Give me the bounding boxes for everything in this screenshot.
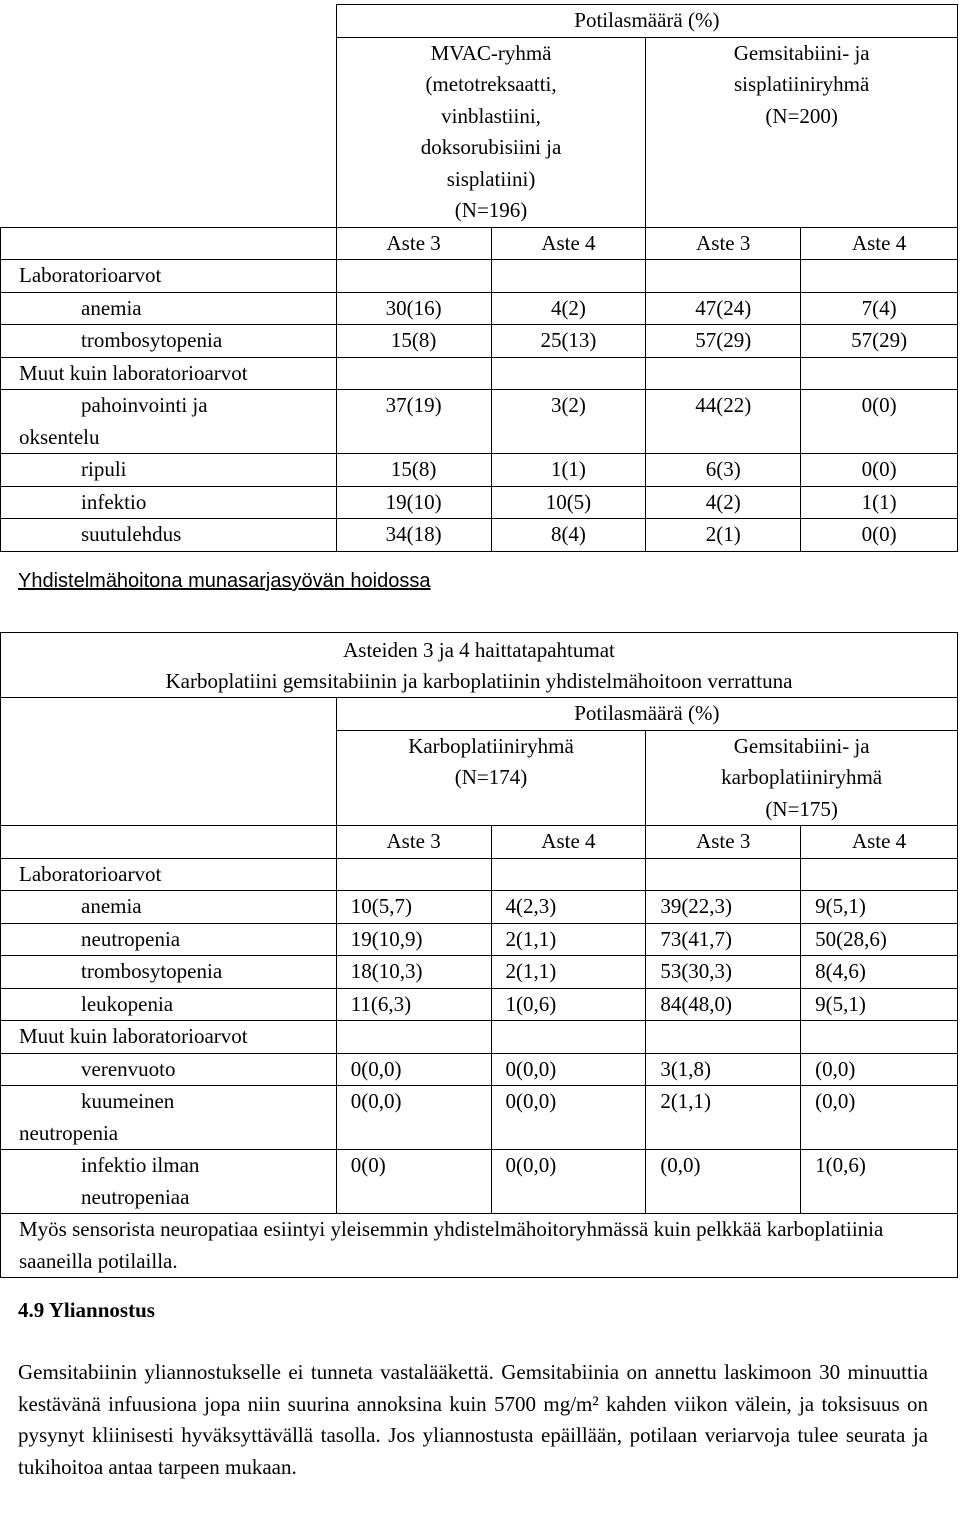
grade-header-row: Aste 3 Aste 4 Aste 3 Aste 4 [1,227,958,260]
header-group-label: Potilasmäärä (%) [336,5,957,38]
table-row: trombosytopenia 15(8) 25(13) 57(29) 57(29) [1,325,958,358]
overdose-paragraph: Gemsitabiinin yliannostukselle ei tunneta vastalääkettä. Gemsitabiinia on annettu laskimoon 30 minuuttia kestävänä infuusiona jopa niin suurina annoksina kuin 5700 mg/m² kahden viikon välein, ja toksisuus on pysynyt kliinisesti hyväksyttävällä tasolla. Jos yliannostusta epäillään, potilaan veriarvoja tulee seurata ja tukihoitoa antaa tarpeen mukaan. [18,1360,928,1479]
adverse-events-table-mvac [0,4,958,552]
group2-header: Gemsitabiini- ja sisplatiiniryhmä (N=200) [646,37,958,227]
table-row: neutropenia 19(10,9) 2(1,1) 73(41,7) 50(28,6) [1,923,958,956]
header-group-label: Potilasmäärä (%) [336,698,957,731]
table-row: ripuli 15(8) 1(1) 6(3) 0(0) [1,454,958,487]
table-footnote-row [1,1214,958,1278]
section-title: Yhdistelmähoitona munasarjasyövän hoidossa [18,570,431,592]
table2-title: Asteiden 3 ja 4 haittatapahtumat Karboplatiini gemsitabiinin ja karboplatiinin yhdistelmähoitoon verrattuna [1,633,958,698]
section-row-nonlab: Muut kuin laboratorioarvot [1,1021,958,1054]
table-row: suutulehdus 34(18) 8(4) 2(1) 0(0) [1,519,958,552]
table-row: leukopenia 11(6,3) 1(0,6) 84(48,0) 9(5,1) [1,988,958,1021]
group2-header: Gemsitabiini- ja karboplatiiniryhmä (N=175) [646,730,958,826]
table-row: verenvuoto 0(0,0) 0(0,0) 3(1,8) (0,0) [1,1053,958,1086]
table-row: infektio ilman neutropeniaa 0(0) 0(0,0) (0,0) 1(0,6) [1,1150,958,1214]
section-heading: 4.9 Yliannostus [18,1298,155,1322]
group1-header: Karboplatiiniryhmä (N=174) [336,730,646,826]
table-row: trombosytopenia 18(10,3) 2(1,1) 53(30,3) 8(4,6) [1,956,958,989]
section-row-lab: Laboratorioarvot [1,858,958,891]
table-row: infektio 19(10) 10(5) 4(2) 1(1) [1,486,958,519]
table-footnote: Myös sensorista neuropatiaa esiintyi yleisemmin yhdistelmähoitoryhmässä kuin pelkkää karboplatiinia saaneilla potilailla. [1,1214,958,1278]
section-row-lab: Laboratorioarvot [1,260,958,293]
adverse-events-table-carboplatin [0,632,958,1278]
section-row-nonlab: Muut kuin laboratorioarvot [1,357,958,390]
group1-header: MVAC-ryhmä (metotreksaatti, vinblastiini, doksorubisiini ja sisplatiini) (N=196) [336,37,646,227]
table-row: anemia 30(16) 4(2) 47(24) 7(4) [1,292,958,325]
table-corner-cell [1,5,337,228]
grade-header-row: Aste 3 Aste 4 Aste 3 Aste 4 [1,826,958,859]
table-row: anemia 10(5,7) 4(2,3) 39(22,3) 9(5,1) [1,891,958,924]
table-row: pahoinvointi ja oksentelu 37(19) 3(2) 44(22) 0(0) [1,390,958,454]
table-row: kuumeinen neutropenia 0(0,0) 0(0,0) 2(1,1) (0,0) [1,1086,958,1150]
